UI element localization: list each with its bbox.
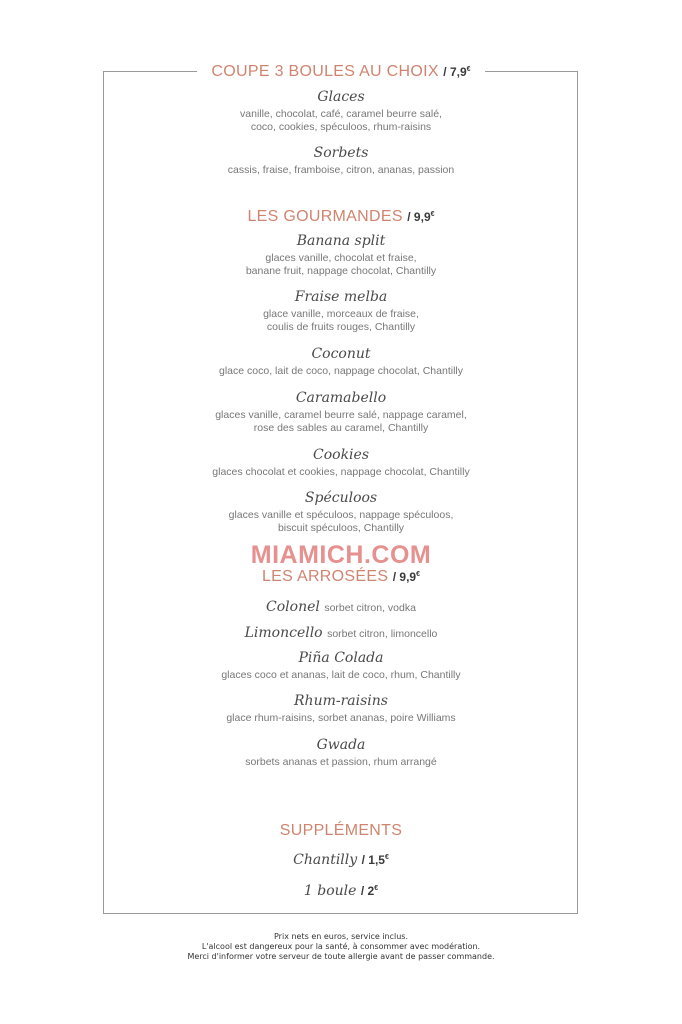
section-title: LES ARROSÉES xyxy=(261,568,389,585)
item-desc: glaces vanille, chocolat et fraise, xyxy=(265,252,417,264)
item-name: Limoncello xyxy=(244,625,323,641)
menu-item xyxy=(0,390,682,435)
item-desc: glaces chocolat et cookies, nappage chocolat, Chantilly xyxy=(212,466,470,478)
item-desc: rose des sables au caramel, Chantilly xyxy=(253,422,429,434)
menu-item xyxy=(0,737,682,769)
menu-item xyxy=(0,598,682,616)
item-price: / 2€ xyxy=(360,884,379,898)
footer-line: Merci d'informer votre serveur de toute allergie avant de passer commande. xyxy=(187,952,495,961)
item-desc: biscuit spéculoos, Chantilly xyxy=(277,522,405,534)
menu-item xyxy=(0,89,682,134)
section-title: COUPE 3 BOULES AU CHOIX xyxy=(211,63,439,80)
item-price: / 1,5€ xyxy=(361,853,389,867)
item-name: Fraise melba xyxy=(294,289,388,305)
menu-item xyxy=(0,289,682,334)
item-desc: sorbets ananas et passion, rhum arrangé xyxy=(245,756,437,768)
section-header-coupe xyxy=(0,63,682,81)
section-header-supplements xyxy=(0,822,682,840)
item-name: Rhum-raisins xyxy=(294,693,388,709)
item-desc: glaces vanille, caramel beurre salé, nappage caramel, xyxy=(215,409,467,421)
item-desc: glace vanille, morceaux de fraise, xyxy=(263,308,419,320)
item-name: Piña Colada xyxy=(298,650,384,666)
item-desc: sorbet citron, limoncello xyxy=(327,628,438,640)
watermark: MIAMICH.COM xyxy=(250,541,432,569)
supplement-item xyxy=(0,882,682,900)
item-name: Spéculoos xyxy=(304,490,378,506)
item-desc: glace rhum-raisins, sorbet ananas, poire Williams xyxy=(226,712,456,724)
item-desc: glaces vanille et spéculoos, nappage spéculoos, xyxy=(228,509,454,521)
item-desc: glaces coco et ananas, lait de coco, rhum, Chantilly xyxy=(221,669,461,681)
section-header-gourmandes xyxy=(0,208,682,226)
item-desc: cassis, fraise, framboise, citron, ananas, passion xyxy=(227,164,455,176)
footer-line: Prix nets en euros, service inclus. xyxy=(274,932,408,941)
supplement-item xyxy=(0,851,682,869)
section-price: / 9,9€ xyxy=(407,210,435,224)
menu-item xyxy=(0,624,682,642)
menu-item xyxy=(0,233,682,278)
item-name: Banana split xyxy=(296,233,386,249)
item-desc: coco, cookies, spéculoos, rhum-raisins xyxy=(250,121,432,133)
section-price: / 9,9€ xyxy=(392,570,421,584)
item-desc: vanille, chocolat, café, caramel beurre salé, xyxy=(240,108,442,120)
footer-line: L'alcool est dangereux pour la santé, à consommer avec modération. xyxy=(201,942,481,951)
item-name: Coconut xyxy=(311,346,371,362)
item-name: Colonel xyxy=(266,599,320,615)
item-name: Gwada xyxy=(316,737,366,753)
item-name: 1 boule xyxy=(303,883,357,899)
item-name: Caramabello xyxy=(295,390,387,406)
menu-item xyxy=(0,490,682,535)
section-price: / 7,9€ xyxy=(443,65,471,79)
menu-item xyxy=(0,693,682,725)
item-desc: sorbet citron, vodka xyxy=(324,602,416,614)
section-title: LES GOURMANDES xyxy=(247,208,403,225)
menu-item xyxy=(0,346,682,378)
section-title: SUPPLÉMENTS xyxy=(279,822,403,839)
menu-item xyxy=(0,145,682,177)
menu-item xyxy=(0,447,682,479)
item-name: Cookies xyxy=(313,447,369,463)
item-name: Chantilly xyxy=(293,852,358,868)
item-desc: glace coco, lait de coco, nappage chocolat, Chantilly xyxy=(219,365,463,377)
menu-item xyxy=(0,650,682,682)
section-header-arrosees xyxy=(0,568,682,586)
item-desc: coulis de fruits rouges, Chantilly xyxy=(266,321,416,333)
footer-notice xyxy=(0,932,682,962)
item-name: Sorbets xyxy=(313,145,369,161)
item-desc: banane fruit, nappage chocolat, Chantilly xyxy=(245,265,437,277)
item-name: Glaces xyxy=(317,89,365,105)
